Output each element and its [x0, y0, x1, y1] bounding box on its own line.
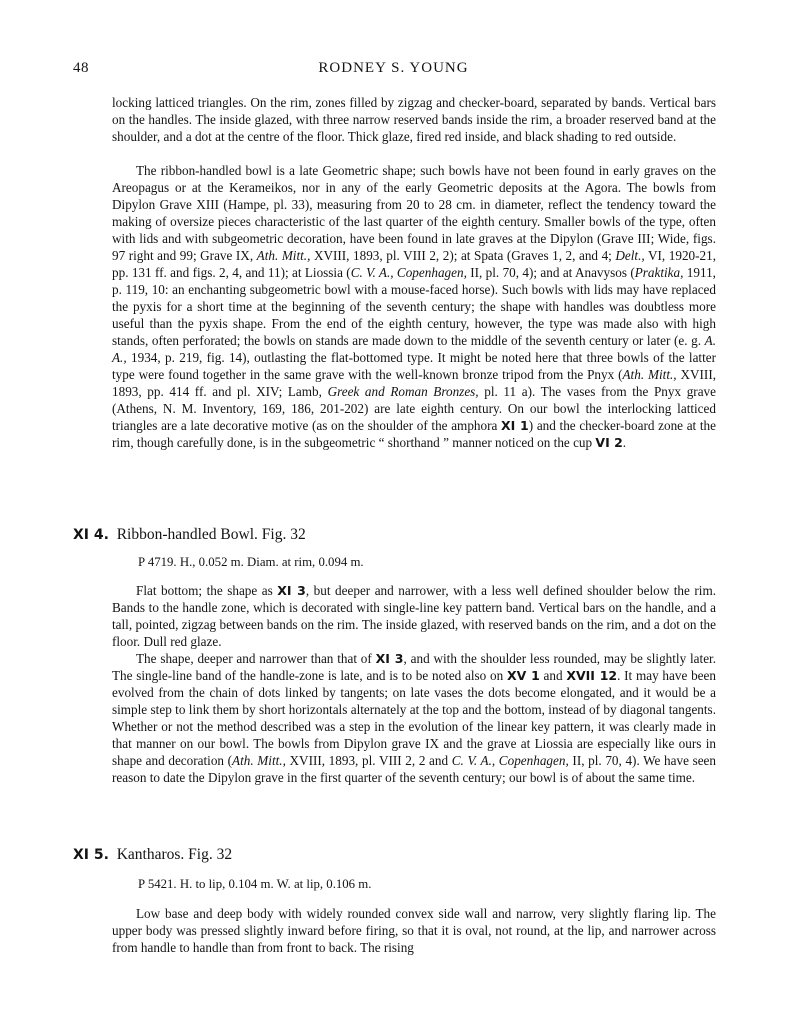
running-head: RODNEY S. YOUNG — [318, 60, 469, 76]
italic-citation: C. V. A., Copenhagen, — [451, 753, 569, 768]
paragraph-continuation — [112, 94, 716, 145]
text-run: The ribbon-handled bowl is a late Geometric shape; such bowls have not been found in early graves on the Areopagus or at the Kerameikos, nor in any of the early Geometric deposits at the Agora. The bowls from Dipylon Grave XIII (Hampe, pl. 33), measuring from 20 to 28 cm. in diameter, reflect the tendency toward the making of oversize pieces characteristic of the last quarter of the eighth century. Smaller bowls of the type, often with lids and with subgeometric decoration, have been found in late graves at the Dipylon (Grave III; Wide, figs. 97 right and 99; Grave IX, — [112, 163, 716, 263]
catalogue-line: P 4719. H., 0.052 m. Diam. at rim, 0.094 m. — [138, 555, 364, 569]
entry-heading — [73, 846, 232, 864]
entry-number: XI 5. — [73, 847, 109, 863]
text-run: , but deeper and narrower, with a less well defined shoulder below the rim. Bands to the handle zone, which is decorated with single-line key pattern band. Vertical bars on the handle, and a tall, pointed, zigzag between bands on the rim. The inside glazed, with reserved bands on the rim, and a dot on the floor. Dull red glaze. — [112, 583, 717, 649]
text-run: XVIII, 1893, pl. VIII 2, 2); at Spata (Graves 1, 2, and 4; — [313, 248, 612, 263]
text-run: The shape, deeper and narrower than that of — [136, 651, 372, 666]
text-run: 1934, p. 219, fig. 14), outlasting the flat-bottomed type. It might be noted here that three bowls of the latter type were found together in the same grave with the well-known bronze tripod from the Pnyx ( — [112, 350, 716, 382]
entry-title: Kantharos. Fig. 32 — [116, 846, 233, 863]
catalogue-reference: VI 2 — [595, 435, 623, 450]
text-run: Low base and deep body with widely rounded convex side wall and narrow, very slightly flaring lip. The upper body was pressed slightly inward before firing, so that it is oval, not round, at the lip, and narrower across from handle to handle than from front to back. The rising — [112, 906, 716, 955]
text-run: 1911, p. 119, 10: an enchanting subgeometric bowl with a mouse-faced horse). Such bowls with lids may have replaced the pyxis for a short time at the beginning of the seventh century; the shape with handles was doubtless more useful than the pyxis shape. From the end of the eighth century, however, the type was made also with high stands, often perforated; the bowls on stands are made down to the middle of the seventh century or later (e. g. — [112, 265, 716, 348]
text-run: , and with the shoulder less rounded, may be slightly later. The single-line band of the handle-zone is late, and is to be noted also on — [112, 651, 717, 683]
italic-citation: Ath. Mitt., — [622, 367, 677, 382]
italic-citation: A. A., — [112, 333, 717, 365]
italic-citation: Ath. Mitt., — [232, 753, 286, 768]
entry-title: Ribbon-handled Bowl. Fig. 32 — [116, 526, 306, 543]
text-run: XVIII, 1893, pl. VIII 2, 2 and — [289, 753, 449, 768]
catalogue-reference: XI 3 — [277, 583, 306, 598]
text-run: pl. 11 a). The vases from the Pnyx grave (Athens, N. M. Inventory, 169, 186, 201-202) are late eighth century. On our bowl the interlocking latticed triangles are a late decorative motive (as on the shoulder of the amphora — [112, 384, 716, 433]
paragraph-discussion — [112, 162, 716, 451]
page-number: 48 — [73, 60, 89, 76]
text-run: ) and the checker-board zone at the rim, though carefully done, is in the subgeometric “ shorthand ” manner noticed on the cup — [112, 418, 717, 450]
catalogue-line: P 5421. H. to lip, 0.104 m. W. at lip, 0.106 m. — [138, 877, 372, 891]
catalogue-reference: XI 1 — [501, 418, 529, 433]
italic-citation: Ath. Mitt., — [256, 248, 311, 263]
paragraph-description — [112, 582, 716, 650]
catalogue-reference: XI 3 — [375, 651, 404, 666]
text-run: and — [543, 668, 563, 683]
paragraph-description — [112, 905, 716, 956]
italic-citation: Greek and Roman Bronzes, — [327, 384, 479, 399]
entry-number: XI 4. — [73, 527, 109, 543]
italic-citation: C. V. A., Copenhagen, — [350, 265, 467, 280]
text-run: XVIII, 1893, pp. 414 ff. and pl. XIV; Lamb, — [112, 367, 717, 399]
catalogue-reference: XV 1 — [506, 668, 540, 683]
paragraph-text: locking latticed triangles. On the rim, zones filled by zigzag and checker-board, separated by bands. Vertical bars on the handles. The inside glazed, with three narrow reserved bands inside the rim, a broader reserved band at the shoulder, and a dot at the centre of the floor. Thick glaze, fired red inside, and black shading to red outside. — [112, 95, 716, 144]
paragraph-discussion — [112, 650, 716, 786]
catalogue-reference: XVII 12 — [566, 668, 618, 683]
italic-citation: Praktika, — [634, 265, 684, 280]
entry-heading — [73, 526, 306, 544]
italic-citation: Delt., — [615, 248, 645, 263]
text-run: II, pl. 70, 4). We have seen reason to date the Dipylon grave in the first quarter of the seventh century; our bowl is of about the same time. — [112, 753, 716, 785]
text-run: . — [622, 435, 627, 450]
text-run: VI, 1920-21, pp. 131 ff. and figs. 2, 4, and 11); at Liossia ( — [112, 248, 717, 280]
text-run: . It may have been evolved from the chain of dots linked by tangents; on late vases the dots become elongated, and it would be a simple step to link them by short horizontals alternately at the top and the bottom, instead of by diagonal tangents. Whether or not the method described was a step in the evolution of the linear key pattern, it was clearly made in that manner on our bowl. The bowls from Dipylon grave IX and the grave at Liossia are especially like ours in shape and decoration ( — [112, 668, 716, 768]
text-run: II, pl. 70, 4); and at Anavysos ( — [470, 265, 635, 280]
text-run: Flat bottom; the shape as — [136, 583, 273, 598]
